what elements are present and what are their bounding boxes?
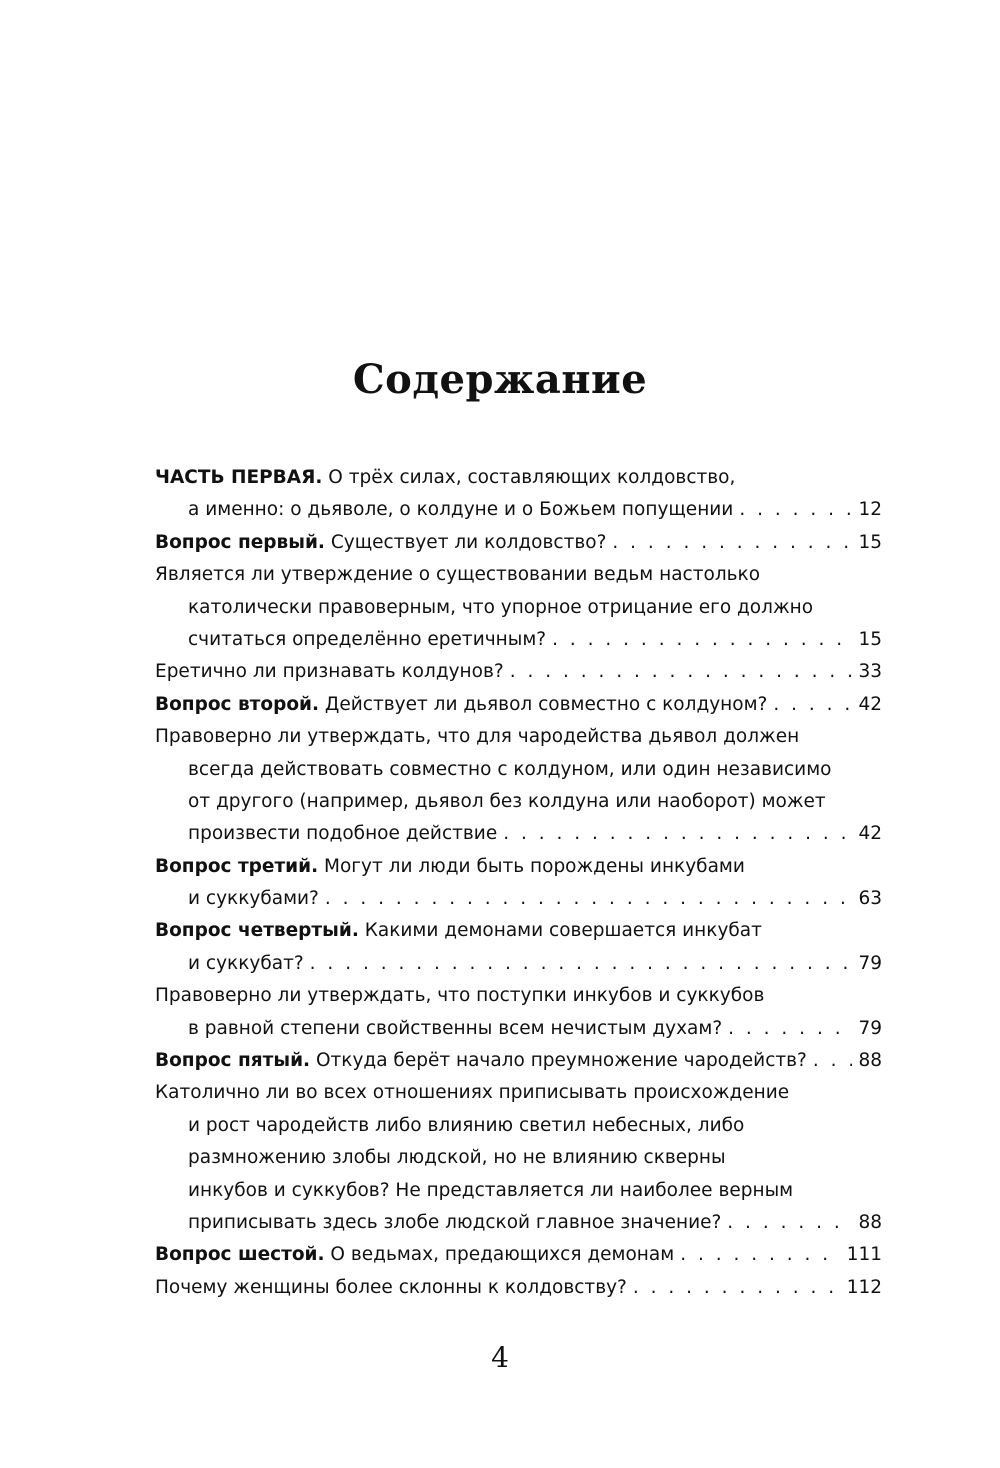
toc-entry-line-text: Почему женщины более склонны к колдовству? bbox=[155, 1276, 627, 1298]
toc-entry-text bbox=[155, 726, 799, 747]
toc-entry-line-text: и суккубами? bbox=[188, 888, 319, 910]
toc-entry-line-text: Еретично ли признавать колдунов? bbox=[155, 661, 504, 683]
toc-entry-line bbox=[155, 980, 882, 1012]
toc-entry-line-text: и суккубат? bbox=[188, 952, 304, 974]
toc-entry-heading: Вопрос первый. bbox=[155, 531, 325, 553]
toc-entry bbox=[155, 851, 882, 916]
toc-entry-text bbox=[188, 1207, 721, 1239]
toc-entry bbox=[155, 527, 882, 559]
toc-entry bbox=[155, 1272, 882, 1304]
dot-leader bbox=[728, 1013, 852, 1045]
toc-entry-line-text: католически правоверным, что упорное отрицание его должно bbox=[188, 596, 814, 618]
toc-entry-text bbox=[155, 985, 764, 1006]
toc-entry bbox=[155, 1239, 882, 1271]
toc-entry-line bbox=[155, 1142, 882, 1174]
toc-entry-line-text: Действует ли дьявол совместно с колдуном? bbox=[319, 693, 768, 715]
toc-entry-last-line bbox=[155, 527, 882, 559]
toc-entry-line bbox=[155, 851, 882, 883]
toc-page-number: 12 bbox=[858, 499, 882, 521]
table-of-contents bbox=[155, 462, 882, 1304]
toc-entry-last-line bbox=[155, 1045, 882, 1077]
toc-entry-text bbox=[188, 948, 304, 980]
toc-entry bbox=[155, 559, 882, 656]
toc-entry-line bbox=[155, 1175, 882, 1207]
toc-entry-line-text: Какими демонами совершается инкубат bbox=[358, 920, 762, 942]
dot-leader bbox=[503, 818, 852, 850]
toc-entry-line-text: а именно: о дьяволе, о колдуне и о Божьем попущении bbox=[188, 499, 734, 521]
toc-entry-text bbox=[188, 818, 497, 850]
toc-entry-last-line bbox=[155, 494, 882, 526]
page-number: 4 bbox=[491, 1341, 509, 1374]
toc-entry bbox=[155, 915, 882, 980]
toc-entry-line-text: Существует ли колдовство? bbox=[324, 531, 607, 553]
toc-entry-line-text: Правоверно ли утверждать, что поступки инкубов и суккубов bbox=[155, 985, 765, 1007]
toc-entry-text bbox=[188, 494, 733, 526]
toc-entry-line-text: инкубов и суккубов? Не представляется ли наиболее верным bbox=[188, 1179, 794, 1201]
dot-leader bbox=[310, 948, 853, 980]
dot-leader bbox=[633, 1272, 841, 1304]
toc-entry-text bbox=[188, 883, 319, 915]
toc-entry-heading: Вопрос шестой. bbox=[155, 1244, 325, 1266]
toc-entry-text bbox=[155, 920, 762, 941]
toc-entry-text bbox=[188, 624, 546, 656]
toc-entry-line-text: Правоверно ли утверждать, что для чародейства дьявол должен bbox=[155, 726, 800, 748]
toc-entry-line-text: размножению злобы людской, но не влиянию скверны bbox=[188, 1147, 726, 1169]
toc-page-number: 42 bbox=[858, 693, 882, 715]
toc-entry-text bbox=[155, 564, 760, 585]
toc-entry bbox=[155, 1045, 882, 1077]
toc-entry-line bbox=[155, 754, 882, 786]
toc-entry-text bbox=[155, 467, 735, 488]
toc-entry-text bbox=[188, 791, 826, 812]
toc-entry-line-text: Католично ли во всех отношениях приписывать происхождение bbox=[155, 1082, 790, 1104]
toc-entry-last-line bbox=[155, 689, 882, 721]
toc-entry-line bbox=[155, 786, 882, 818]
toc-page-number: 111 bbox=[846, 1244, 882, 1266]
toc-entry-line bbox=[155, 721, 882, 753]
toc-entry-text bbox=[188, 1180, 793, 1201]
toc-entry-line-text: и рост чародейств либо влиянию светил небесных, либо bbox=[188, 1114, 745, 1136]
toc-entry-line-text: произвести подобное действие bbox=[188, 823, 498, 845]
toc-page-number: 33 bbox=[858, 661, 882, 683]
toc-entry-text bbox=[188, 1115, 744, 1136]
toc-entry-line-text: в равной степени свойственны всем нечистым духам? bbox=[188, 1017, 723, 1039]
toc-page-number: 42 bbox=[858, 823, 882, 845]
toc-entry-heading: Вопрос четвертый. bbox=[155, 920, 359, 942]
toc-entry-last-line bbox=[155, 1239, 882, 1271]
toc-entry-line-text: всегда действовать совместно с колдуном, или один независимо bbox=[188, 758, 832, 780]
toc-entry-line-text: О ведьмах, предающихся демонам bbox=[324, 1244, 675, 1266]
toc-entry-text bbox=[155, 1239, 674, 1271]
toc-entry-text bbox=[155, 527, 606, 559]
toc-entry-last-line bbox=[155, 948, 882, 980]
toc-entry-last-line bbox=[155, 1013, 882, 1045]
toc-entry-line-text: Является ли утверждение о существовании ведьм настолько bbox=[155, 564, 761, 586]
dot-leader bbox=[680, 1239, 841, 1271]
toc-entry-heading: ЧАСТЬ ПЕРВАЯ. bbox=[155, 467, 323, 488]
toc-entry-line bbox=[155, 462, 882, 494]
toc-entry-line-text: от другого (например, дьявол без колдуна или наоборот) может bbox=[188, 790, 826, 812]
toc-entry-line-text: считаться определённо еретичным? bbox=[188, 628, 547, 650]
toc-entry-heading: Вопрос третий. bbox=[155, 855, 319, 877]
toc-entry-text bbox=[155, 856, 745, 877]
toc-entry-text bbox=[188, 759, 831, 780]
toc-entry bbox=[155, 980, 882, 1045]
toc-entry-line bbox=[155, 915, 882, 947]
toc-entry-text bbox=[188, 597, 813, 618]
toc-entry-text bbox=[155, 1082, 789, 1103]
dot-leader bbox=[813, 1045, 853, 1077]
toc-page-number: 15 bbox=[858, 531, 882, 553]
toc-entry-last-line bbox=[155, 818, 882, 850]
toc-entry-line bbox=[155, 559, 882, 591]
toc-page-number: 15 bbox=[858, 628, 882, 650]
toc-entry bbox=[155, 1077, 882, 1239]
toc-entry-last-line bbox=[155, 624, 882, 656]
toc-entry bbox=[155, 689, 882, 721]
page-title: Содержание bbox=[352, 356, 648, 403]
toc-entry-heading: Вопрос второй. bbox=[155, 693, 320, 715]
toc-entry-last-line bbox=[155, 1272, 882, 1304]
toc-entry bbox=[155, 721, 882, 851]
dot-leader bbox=[325, 883, 853, 915]
toc-entry bbox=[155, 656, 882, 688]
toc-page-number: 112 bbox=[846, 1276, 882, 1298]
toc-entry-line bbox=[155, 1077, 882, 1109]
dot-leader bbox=[739, 494, 852, 526]
toc-entry-last-line bbox=[155, 1207, 882, 1239]
toc-entry-line-text: Могут ли люди быть порождены инкубами bbox=[318, 855, 745, 877]
toc-page-number: 88 bbox=[858, 1050, 882, 1072]
toc-page-number: 79 bbox=[858, 952, 882, 974]
toc-entry-line-text: О трёх силах, составляющих колдовство, bbox=[322, 467, 736, 488]
toc-entry bbox=[155, 462, 882, 527]
toc-entry-last-line bbox=[155, 656, 882, 688]
toc-entry-last-line bbox=[155, 883, 882, 915]
toc-entry-text bbox=[155, 656, 504, 688]
toc-entry-line-text: Откуда берёт начало преумножение чародейств? bbox=[310, 1050, 807, 1072]
toc-entry-line bbox=[155, 592, 882, 624]
toc-entry-text bbox=[188, 1147, 726, 1168]
toc-entry-line-text: приписывать здесь злобе людской главное значение? bbox=[188, 1211, 722, 1233]
toc-page-number: 88 bbox=[858, 1211, 882, 1233]
dot-leader bbox=[552, 624, 852, 656]
toc-entry-text bbox=[155, 689, 767, 721]
dot-leader bbox=[773, 689, 852, 721]
toc-page-number: 63 bbox=[858, 888, 882, 910]
dot-leader bbox=[612, 527, 852, 559]
toc-entry-heading: Вопрос пятый. bbox=[155, 1050, 311, 1072]
toc-entry-text bbox=[155, 1272, 627, 1304]
dot-leader bbox=[510, 656, 853, 688]
toc-entry-text bbox=[155, 1045, 807, 1077]
toc-entry-text bbox=[188, 1013, 722, 1045]
dot-leader bbox=[727, 1207, 852, 1239]
toc-entry-line bbox=[155, 1110, 882, 1142]
toc-page-number: 79 bbox=[858, 1017, 882, 1039]
